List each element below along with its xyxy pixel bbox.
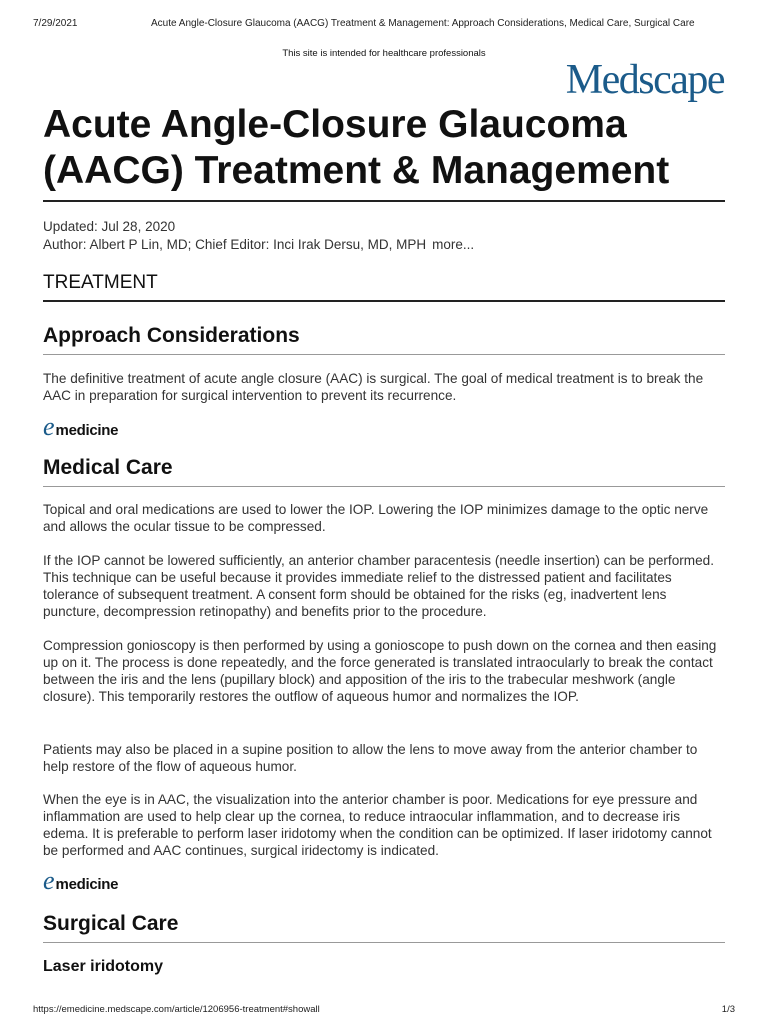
- print-date: 7/29/2021: [33, 18, 78, 29]
- heading-approach-considerations: Approach Considerations: [43, 324, 725, 355]
- logo-part-med: Med: [565, 57, 639, 103]
- heading-medical-care: Medical Care: [43, 456, 725, 487]
- medical-care-paragraph-4: Patients may also be placed in a supine position to allow the lens to move away from the anterior chamber to help restore of the flow of aqueous humor.: [43, 742, 698, 774]
- emedicine-label: medicine: [55, 422, 119, 439]
- medical-care-paragraph-5: When the eye is in AAC, the visualization into the anterior chamber is poor. Medications for eye pressure and inflammation are used to help clear up the cornea, to reduce intraocular inflammation, and to decrease iris edema. It is preferable to perform laser iridotomy when the condition can be optimized. If laser iridotomy cannot be performed and AAC continues, surgical iridectomy is indicated.: [43, 792, 712, 858]
- heading-surgical-care: Surgical Care: [43, 912, 725, 943]
- emedicine-e-glyph-2: e: [43, 866, 55, 895]
- updated-date: Updated: Jul 28, 2020: [43, 219, 176, 234]
- page-title: [43, 102, 725, 202]
- more-authors-link[interactable]: more...: [432, 237, 475, 252]
- medical-care-paragraph-1: Topical and oral medications are used to lower the IOP. Lowering the IOP minimizes damage to the optic nerve and allows the ocular tissue to be compressed.: [43, 502, 709, 534]
- title-line-2: (AACG) Treatment & Management: [43, 149, 670, 192]
- article-meta: [43, 218, 474, 254]
- title-line-1: Acute Angle-Closure Glaucoma: [43, 103, 627, 146]
- print-url: https://emedicine.medscape.com/article/1206956-treatment#showall: [33, 1004, 320, 1015]
- medical-care-paragraph-3: Compression gonioscopy is then performed by using a gonioscope to push down on the cornea and then easing up on it. The process is done repeatedly, and the force generated is translated intraocularly to break the contact between the iris and the lens (pupillary block) and apposition of the iris to the trabecular meshwork (angle closure). This temporarily restores the outflow of aqueous humor and normalizes the IOP.: [43, 638, 717, 704]
- author-line: [43, 236, 474, 254]
- subheading-laser-iridotomy: Laser iridotomy: [43, 958, 164, 975]
- emedicine-e-glyph: e: [43, 412, 55, 441]
- approach-paragraph: The definitive treatment of acute angle closure (AAC) is surgical. The goal of medical treatment is to break the AAC in preparation for surgical intervention to prevent its recurrence.: [43, 371, 704, 403]
- medscape-logo[interactable]: [566, 56, 724, 104]
- section-label-treatment: TREATMENT: [43, 272, 725, 302]
- print-page-number: 1/3: [721, 1004, 735, 1015]
- emedicine-logo[interactable]: [43, 412, 118, 442]
- professional-notice: This site is intended for healthcare professionals: [282, 48, 486, 59]
- medical-care-paragraph-2: If the IOP cannot be lowered sufficiently, an anterior chamber paracentesis (needle insertion) can be performed. This technique can be useful because it provides immediate relief to the distressed patient and facilitates tolerance of subsequent treatment. A consent form should be obtained for the risks (eg, inadvertent lens puncture, decompression retinopathy) and benefits prior to the procedure.: [43, 553, 714, 619]
- author-text: Author: Albert P Lin, MD; Chief Editor: Inci Irak Dersu, MD, MPH: [43, 237, 427, 252]
- print-page-title: Acute Angle-Closure Glaucoma (AACG) Treatment & Management: Approach Considerations, Medical Care, Surgical Care: [151, 18, 695, 29]
- emedicine-logo-2[interactable]: [43, 866, 118, 896]
- emedicine-label-2: medicine: [55, 876, 119, 893]
- logo-part-scape: scape: [638, 57, 724, 103]
